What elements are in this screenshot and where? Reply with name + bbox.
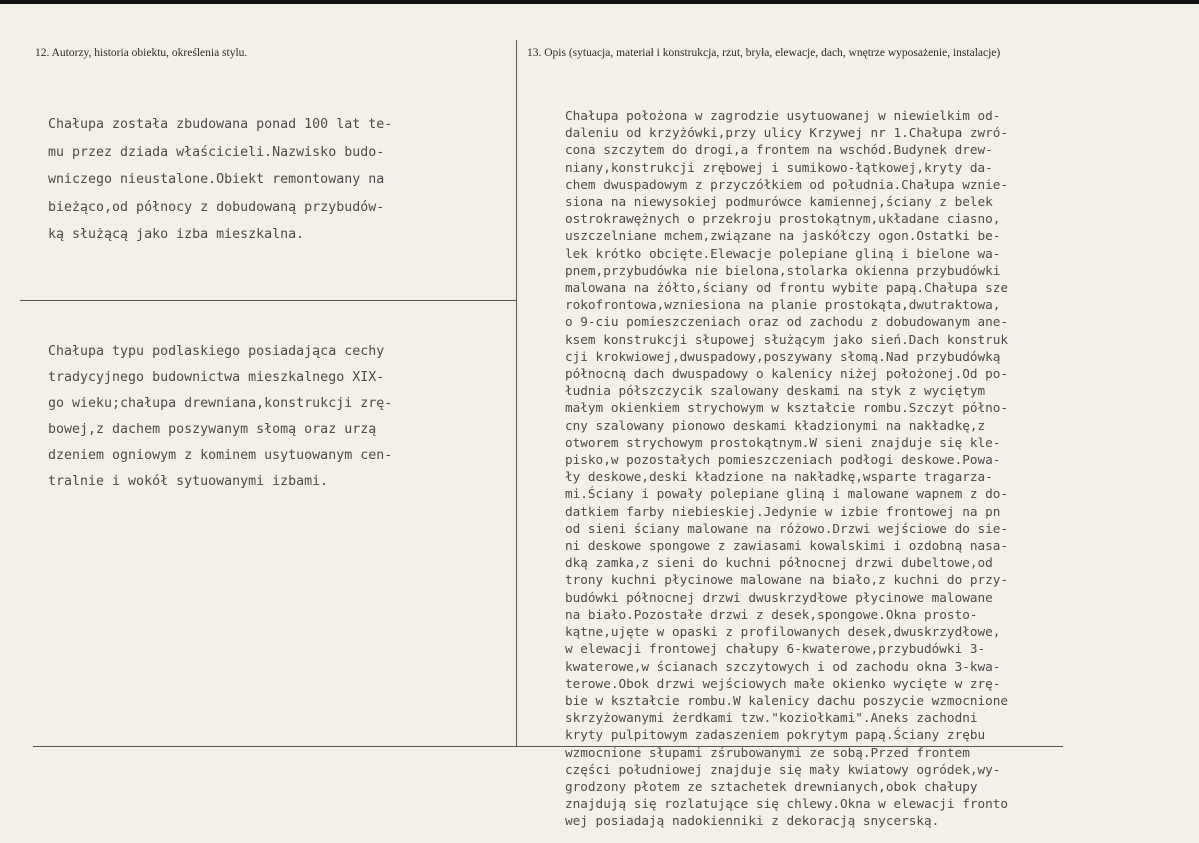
inventory-card — [0, 4, 1199, 843]
description-text: Chałupa położona w zagrodzie usytuowanej w niewielkim od- daleniu od krzyżówki,przy ulicy Krzywej nr 1.Chałupa zwró- cona szczytem do drogi,a frontem na wschód.Budynek drew- niany,konstrukcji zrębowej i sumikowo-łątkowej,kryty da- chem dwuspadowym z przyczółkiem od południa.Chałupa wznie- siona na niewysokiej podmurówce kamiennej,ściany z belek ostrokrawężnych o przekroju prostokątnym,układane ciasno, uszczelniane mchem,związane na jaskółczy ogon.Ostatki be- lek krótko obcięte.Elewacje polepiane gliną i bielone wa- pnem,przybudówka nie bielona,stolarka okienna przybudówki malowana na żółto,ściany od frontu wybite papą.Chałupa sze rokofrontowa,wzniesiona na planie prostokąta,dwutraktowa, o 9-ciu pomieszczeniach oraz od zachodu z dobudowanym ane- ksem konstrukcji słupowej służącym jako sień.Dach konstruk cji krokwiowej,dwuspadowy,poszywany słomą.Nad przybudówką północną dach dwuspadowy o kalenicy niżej położonej.Od po- łudnia półszczycik szalowany deskami na styk z wyciętym małym okienkiem strychowym w kształcie rombu.Szczyt półno- cny szalowany pionowo deskami kładzionymi na nakładkę,z otworem strychowym prostokątnym.W sieni znajduje się kle- pisko,w pozostałych pomieszczeniach podłogi deskowe.Powa- ły deskowe,deski kładzione na nakładkę,wsparte tragarza- mi.Ściany i powały polepiane gliną i malowane wapnem z do- datkiem farby niebieskiej.Jedynie w izbie frontowej na pn od sieni ściany malowane na różowo.Drzwi wejściowe do sie- ni deskowe spongowe z zawiasami kowalskimi i ozdobną nasa- dką zamka,z sieni do kuchni północnej drzwi dubeltowe,od trony kuchni płycinowe malowane na biało,z kuchni do przy- budówki północnej drzwi dwuskrzydłowe płycinowe malowane na biało.Pozostałe drzwi z desek,spongowe.Okna prosto- kątne,ujęte w opaski z profilowanych desek,dwuskrzydłowe, w elewacji frontowej chałupy 6-kwaterowe,przybudówki 3- kwaterowe,w ścianach szczytowych i od zachodu okna 3-kwa- terowe.Obok drzwi wejściowych małe okienko wycięte w zrę- bie w kształcie rombu.W kalenicy dachu poszycie wzmocnione skrzyżowanymi żerdkami tzw."koziołkami".Aneks zachodni kryty pulpitowym zadaszeniem pokrytym papą.Ściany zrębu wzmocnione słupami zśrubowanymi ze sobą.Przed frontem części południowej znajduje się mały kwiatowy ogródek,wy- grodzony płotem ze sztachetek drewnianych,obok chałupy znajdują się rozlatujące się chlewy.Okna w elewacji fronto wej posiadają nadokienniki z dekoracją snycerską. — [565, 108, 1009, 829]
column-divider — [516, 40, 517, 747]
style-text: Chałupa typu podlaskiego posiadająca cechy tradycyjnego budownictwa mieszkalnego XIX- go wieku;chałupa drewniana,konstrukcji zrę- bowej,z dachem poszywanym słomą oraz urzą dzeniem ogniowym z kominem usytuowanym cen- tralnie i wokół sytuowanymi izbami. — [48, 344, 393, 489]
section-12-header: 12. Autorzy, historia obiektu, określenia stylu. — [35, 47, 248, 59]
section-13-header: 13. Opis (sytuacja, materiał i konstrukcja, rzut, bryła, elewacje, dach, wnętrze wyposażenie, instalacje) — [527, 47, 1001, 59]
left-section-divider — [20, 300, 516, 301]
history-text: Chałupa została zbudowana ponad 100 lat te- mu przez dziada właścicieli.Nazwisko budo- wniczego nieustalone.Obiekt remontowany na bieżąco,od północy z dobudowaną przybudów- ką służącą jako izba mieszkalna. — [48, 117, 393, 242]
